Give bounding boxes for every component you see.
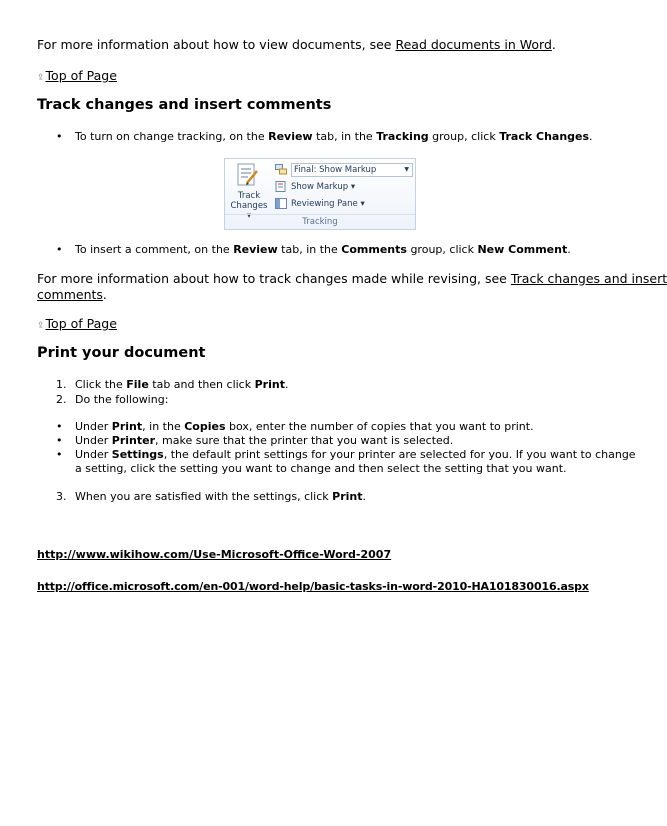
bullet-dot: • bbox=[56, 434, 63, 447]
step-number: 1. bbox=[56, 378, 67, 391]
print-bullet-settings-line2: a setting, click the setting you want to change and then select the setting that you want. bbox=[75, 462, 567, 475]
show-markup-icon bbox=[275, 181, 287, 192]
wikihow-url-link[interactable]: http://www.wikihow.com/Use-Microsoft-Office-Word-2007 bbox=[37, 548, 392, 561]
step-number: 2. bbox=[56, 393, 67, 406]
print-bullet-printer: Under Printer, make sure that the printer that you want is selected. bbox=[75, 434, 454, 447]
step-number: 3. bbox=[56, 490, 67, 503]
top-of-page-link-1[interactable]: ⇪Top of Page bbox=[37, 68, 117, 83]
top-of-page-arrow-icon: ⇪ bbox=[37, 321, 45, 331]
read-documents-link[interactable]: Read documents in Word bbox=[395, 37, 552, 52]
track-changes-info-paragraph: For more information about how to track changes made while revising, see Track changes and insert bbox=[37, 271, 667, 286]
track-bullet-1: To turn on change tracking, on the Review tab, in the Tracking group, click Track Changes. bbox=[75, 130, 593, 143]
track-changes-heading: Track changes and insert comments bbox=[37, 97, 332, 113]
print-bullet-copies: Under Print, in the Copies box, enter the number of copies that you want to print. bbox=[75, 420, 534, 433]
track-changes-info-paragraph-line2: comments. bbox=[37, 287, 107, 302]
top-of-page-arrow-icon: ⇪ bbox=[37, 73, 45, 83]
bullet-dot: • bbox=[56, 243, 63, 256]
print-heading: Print your document bbox=[37, 345, 206, 361]
show-markup-button[interactable]: Show Markup ▾ bbox=[275, 181, 355, 192]
markup-display-dropdown[interactable]: Final: Show Markup ▼ bbox=[291, 163, 413, 177]
reviewing-pane-button[interactable]: Reviewing Pane ▾ bbox=[275, 198, 365, 209]
view-docs-paragraph: For more information about how to view documents, see Read documents in Word. bbox=[37, 37, 556, 52]
track-changes-icon bbox=[237, 163, 259, 189]
print-step-2: Do the following: bbox=[75, 393, 169, 406]
balloons-icon bbox=[275, 164, 287, 175]
ribbon-separator bbox=[225, 214, 415, 215]
office-url-link[interactable]: http://office.microsoft.com/en-001/word-help/basic-tasks-in-word-2010-HA101830016.aspx bbox=[37, 580, 589, 593]
track-changes-link[interactable]: Track changes and insert bbox=[510, 271, 667, 286]
final-show-markup-row bbox=[275, 164, 291, 175]
tracking-ribbon-group bbox=[224, 158, 416, 230]
print-step-1: Click the File tab and then click Print. bbox=[75, 378, 289, 391]
bullet-dot: • bbox=[56, 420, 63, 433]
bullet-dot: • bbox=[56, 448, 63, 461]
bullet-dot: • bbox=[56, 130, 63, 143]
top-of-page-link-2[interactable]: ⇪Top of Page bbox=[37, 316, 117, 331]
reviewing-pane-icon bbox=[275, 198, 287, 209]
track-changes-button[interactable]: Track Changes ▾ bbox=[230, 191, 268, 221]
print-step-3: When you are satisfied with the settings, click Print. bbox=[75, 490, 367, 503]
track-bullet-2: To insert a comment, on the Review tab, in the Comments group, click New Comment. bbox=[75, 243, 571, 256]
print-bullet-settings: Under Settings, the default print settings for your printer are selected for you. If you want to change bbox=[75, 448, 636, 461]
track-changes-link-continued[interactable]: comments bbox=[37, 287, 103, 302]
tracking-group-label: Tracking bbox=[302, 217, 338, 227]
